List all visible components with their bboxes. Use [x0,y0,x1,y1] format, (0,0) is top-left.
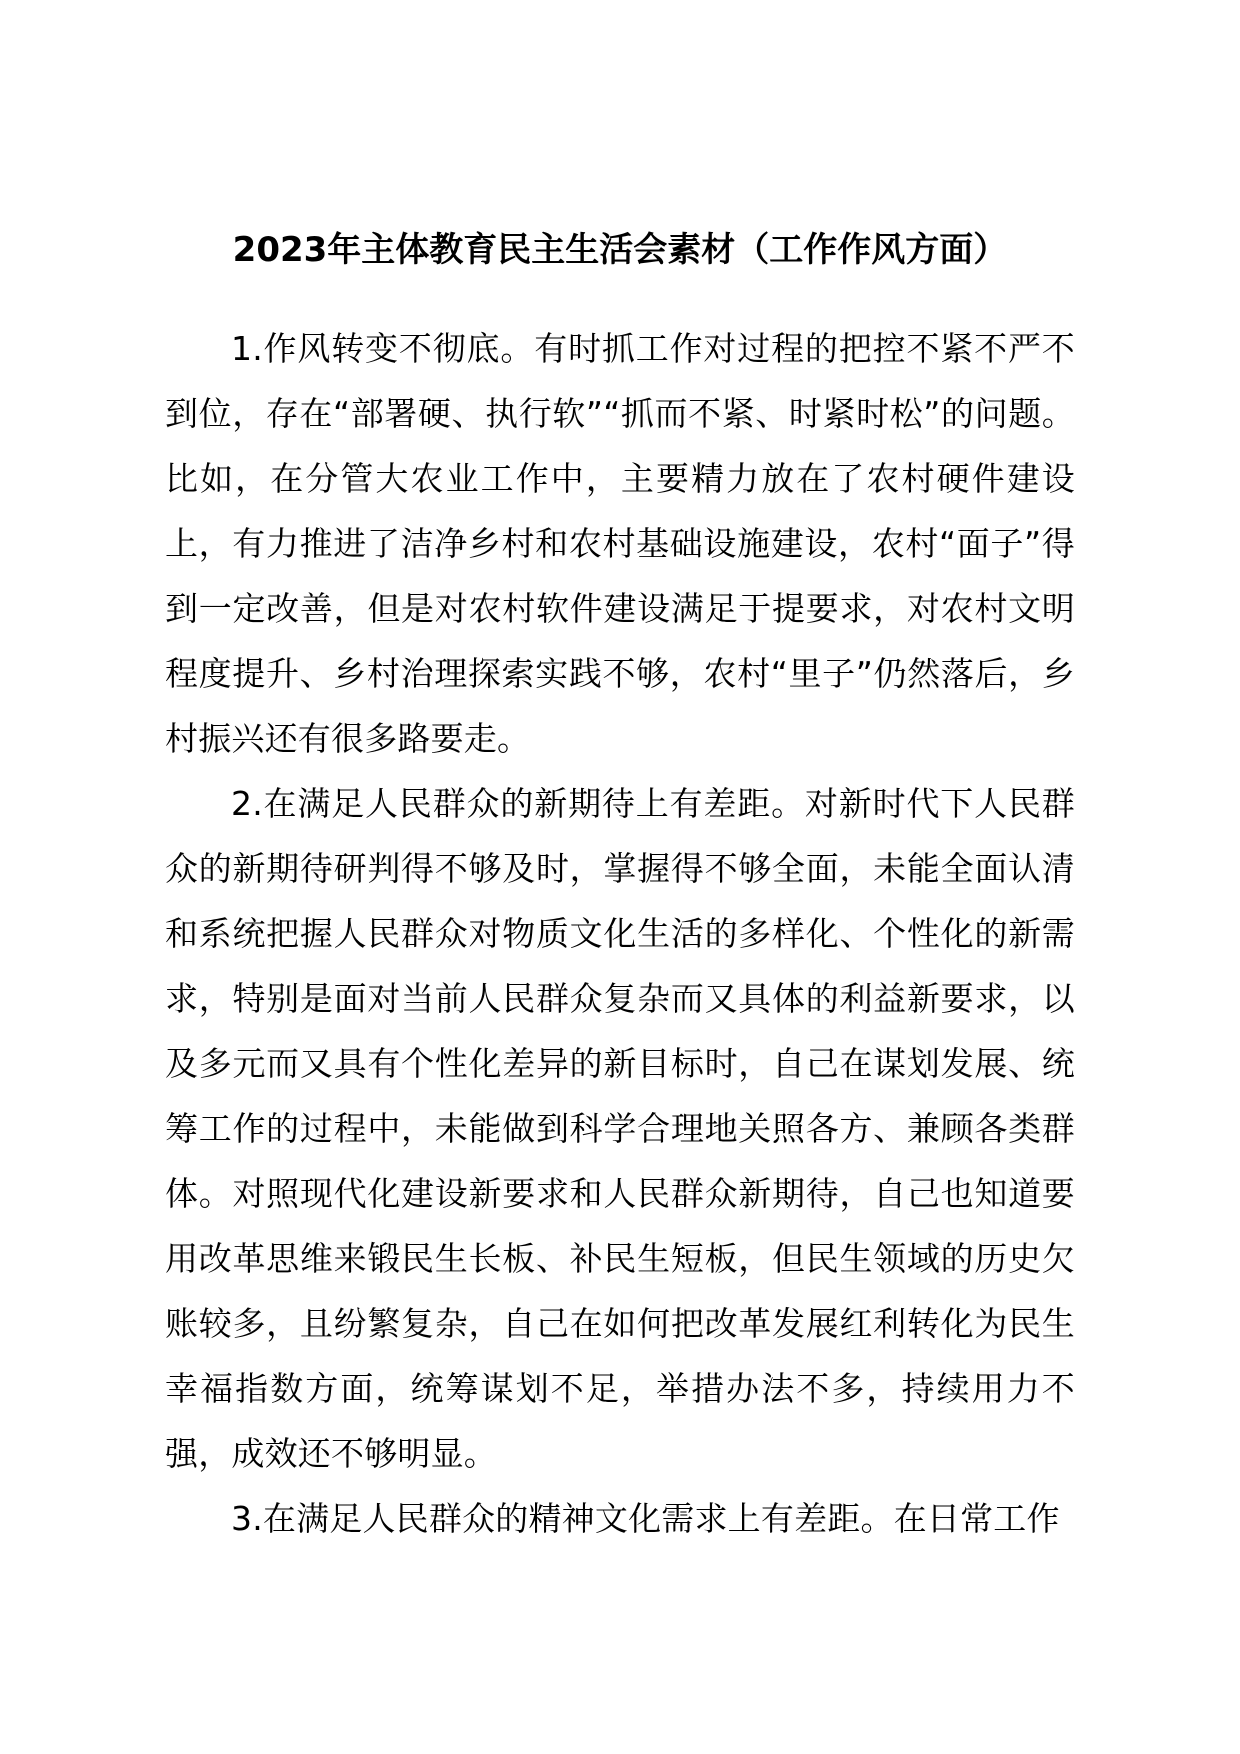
document-title: 2023年主体教育民主生活会素材（工作作风方面） [232,230,1008,270]
paragraph-2: 2.在满足人民群众的新期待上有差距。对新时代下人民群众的新期待研判得不够及时，掌握得不够全面，未能全面认清和系统把握人民群众对物质文化生活的多样化、个性化的新需求，特别是面对当前人民群众复杂而又具体的利益新要求，以及多元而又具有个性化差异的新目标时，自己在谋划发展、统筹工作的过程中，未能做到科学合理地关照各方、兼顾各类群体。对照现代化建设新要求和人民群众新期待，自己也知道要用改革思维来锻民生长板、补民生短板，但民生领域的历史欠账较多，且纷繁复杂，自己在如何把改革发展红利转化为民生幸福指数方面，统筹谋划不足，举措办法不多，持续用力不强，成效还不够明显。 [165,784,1075,1473]
document-body [165,316,1075,1551]
paragraph-1: 1.作风转变不彻底。有时抓工作对过程的把控不紧不严不到位，存在“部署硬、执行软”“抓而不紧、时紧时松”的问题。比如，在分管大农业工作中，主要精力放在了农村硬件建设上，有力推进了洁净乡村和农村基础设施建设，农村“面子”得到一定改善，但是对农村软件建设满足于提要求，对农村文明程度提升、乡村治理探索实践不够，农村“里子”仍然落后，乡村振兴还有很多路要走。 [165,329,1075,758]
paragraph-3: 3.在满足人民群众的精神文化需求上有差距。在日常工作 [231,1499,1060,1538]
